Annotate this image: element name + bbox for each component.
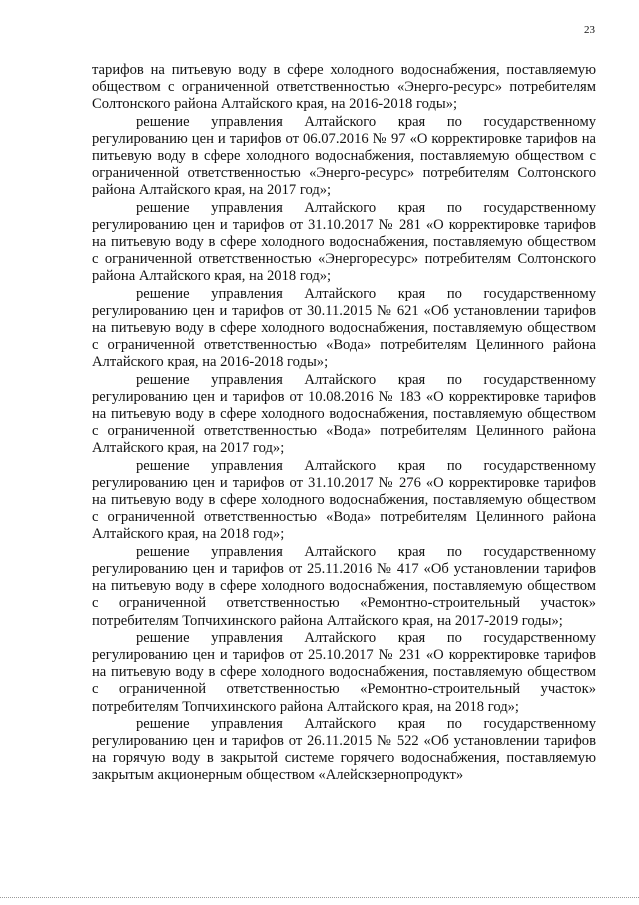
decision-item: решение управления Алтайского края по государственному регулированию цен и тарифов от 25.10.2017 № 231 «О корректировке тарифов на питьевую воду в сфере холодного водоснабжения, поставляемую обществом с ограниченной ответственностью «Ремонтно-строительный участок» потребителям Топчихинского района Алтайского края, на 2018 год»; (92, 629, 596, 715)
document-body (92, 62, 596, 785)
decision-item: решение управления Алтайского края по государственному регулированию цен и тарифов от 31.10.2017 № 281 «О корректировке тарифов на питьевую воду в сфере холодного водоснабжения, поставляемую обществом с ограниченной ответственностью «Энергоресурс» потребителям Солтонского района Алтайского края, на 2018 год»; (92, 199, 596, 285)
decision-item: решение управления Алтайского края по государственному регулированию цен и тарифов от 25.11.2016 № 417 «Об установлении тарифов на питьевую воду в сфере холодного водоснабжения, поставляемую обществом с ограниченной ответственностью «Ремонтно-строительный участок» потребителям Топчихинского района Алтайского края, на 2017-2019 годы»; (92, 543, 596, 629)
paragraph-continuation: тарифов на питьевую воду в сфере холодного водоснабжения, поставляемую обществом с ограниченной ответственностью «Энерго-ресурс» потребителям Солтонского района Алтайского края, на 2016-2018 годы»; (92, 62, 596, 113)
decision-item: решение управления Алтайского края по государственному регулированию цен и тарифов от 10.08.2016 № 183 «О корректировке тарифов на питьевую воду в сфере холодного водоснабжения, поставляемую обществом с ограниченной ответственностью «Вода» потребителям Целинного района Алтайского края, на 2017 год»; (92, 371, 596, 457)
decision-item: решение управления Алтайского края по государственному регулированию цен и тарифов от 31.10.2017 № 276 «О корректировке тарифов на питьевую воду в сфере холодного водоснабжения, поставляемую обществом с ограниченной ответственностью «Вода» потребителям Целинного района Алтайского края, на 2018 год»; (92, 457, 596, 543)
decision-item: решение управления Алтайского края по государственному регулированию цен и тарифов от 06.07.2016 № 97 «О корректировке тарифов на питьевую воду в сфере холодного водоснабжения, поставляемую обществом с ограниченной ответственностью «Энерго-ресурс» потребителям Солтонского района Алтайского края, на 2017 год»; (92, 113, 596, 199)
decision-item: решение управления Алтайского края по государственному регулированию цен и тарифов от 30.11.2015 № 621 «Об установлении тарифов на питьевую воду в сфере холодного водоснабжения, поставляемую обществом с ограниченной ответственностью «Вода» потребителям Целинного района Алтайского края, на 2016-2018 годы»; (92, 285, 596, 371)
page-bottom-edge (0, 897, 639, 898)
decision-item: решение управления Алтайского края по государственному регулированию цен и тарифов от 26.11.2015 № 522 «Об установлении тарифов на горячую воду в закрытой системе горячего водоснабжения, поставляемую закрытым акционерным обществом «Алейскзернопродукт» (92, 715, 596, 784)
page-number: 23 (584, 24, 595, 36)
